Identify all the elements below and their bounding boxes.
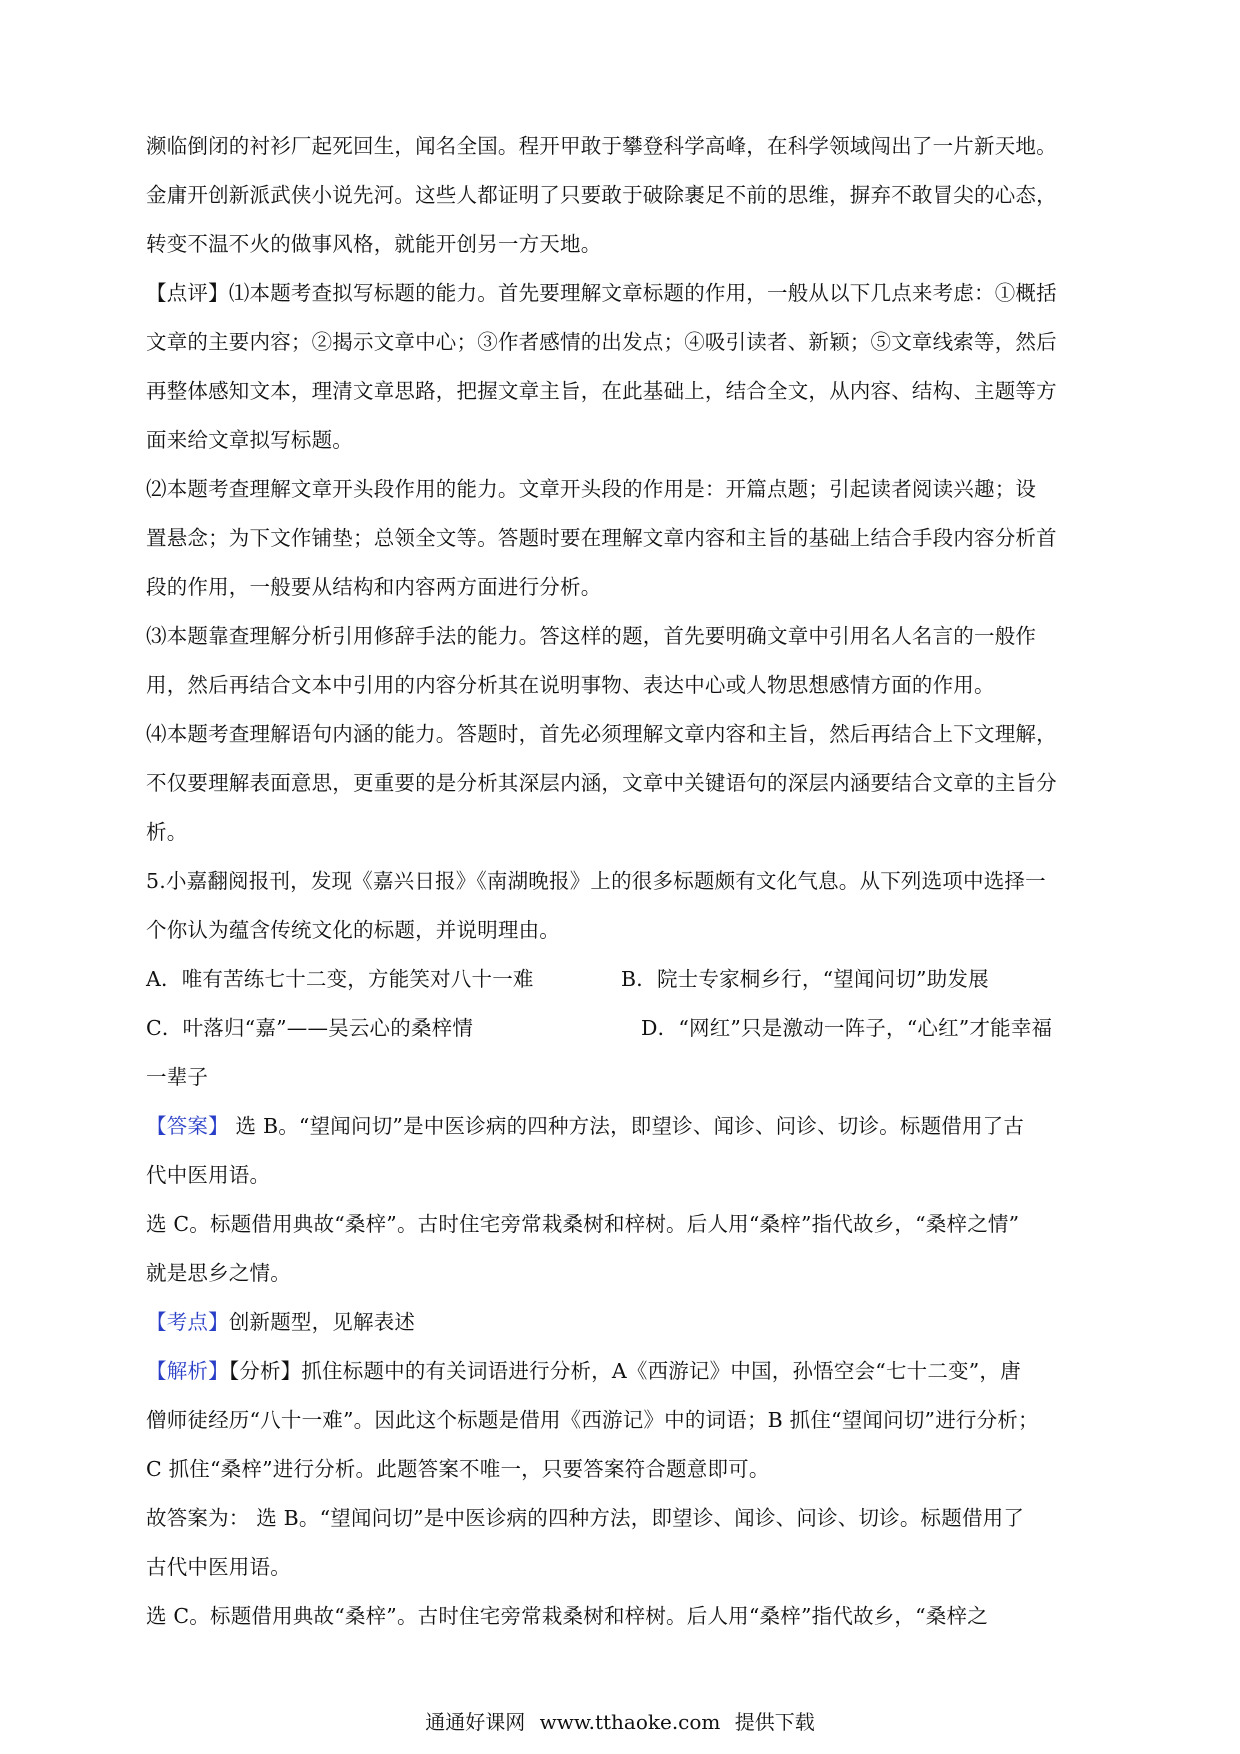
answer-text: 选 B。“望闻问切”是中医诊病的四种方法，即望诊、闻诊、问诊、切诊。标题借用了古 bbox=[228, 1114, 1025, 1138]
review-line: ⑷本题考查理解语句内涵的能力。答题时，首先必须理解文章内容和主旨，然后再结合上下文理解， bbox=[146, 722, 1057, 746]
analysis-line bbox=[146, 1347, 1106, 1396]
text-line: 金庸开创新派武侠小说先河。这些人都证明了只要敢于破除裹足不前的思维，摒弃不敢冒尖的心态， bbox=[146, 183, 1057, 207]
question-stem: 个你认为蕴含传统文化的标题，并说明理由。 bbox=[146, 918, 560, 942]
text-line: 转变不温不火的做事风格，就能开创另一方天地。 bbox=[146, 232, 602, 256]
text-line: 濒临倒闭的衬衫厂起死回生，闻名全国。程开甲敢于攀登科学高峰，在科学领域闯出了一片新天地。 bbox=[146, 134, 1057, 158]
footer-site-name: 通通好课网 bbox=[425, 1710, 526, 1734]
analysis-line: 古代中医用语。 bbox=[146, 1555, 291, 1579]
review-line: 段的作用，一般要从结构和内容两方面进行分析。 bbox=[146, 575, 602, 599]
question-stem: 5.小嘉翻阅报刊，发现《嘉兴日报》《南湖晚报》上的很多标题颇有文化气息。从下列选项中选择一 bbox=[146, 869, 1046, 893]
page-footer bbox=[0, 1706, 1240, 1735]
answer-line: 就是思乡之情。 bbox=[146, 1261, 291, 1285]
answer-line: 选 C。标题借用典故“桑梓”。古时住宅旁常栽桑树和梓树。后人用“桑梓”指代故乡，“桑梓之情” bbox=[146, 1212, 1020, 1236]
footer-url[interactable]: www.tthaoke.com bbox=[539, 1710, 721, 1734]
analysis-line: 僧师徒经历“八十一难”。因此这个标题是借用《西游记》中的词语；B 抓住“望闻问切”进行分析； bbox=[146, 1408, 1039, 1432]
review-line: ⑵本题考查理解文章开头段作用的能力。文章开头段的作用是：开篇点题；引起读者阅读兴趣；设 bbox=[146, 477, 1037, 501]
analysis-line: 故答案为： 选 B。“望闻问切”是中医诊病的四种方法，即望诊、闻诊、问诊、切诊。标题借用了 bbox=[146, 1506, 1025, 1530]
review-tag: 【点评】 bbox=[146, 281, 229, 305]
option-d-continued: 一辈子 bbox=[146, 1065, 209, 1089]
answer-line bbox=[146, 1102, 1106, 1151]
option-d: D．“网红”只是激动一阵子，“心红”才能幸福 bbox=[641, 1016, 1053, 1040]
options-row bbox=[146, 1004, 1106, 1053]
analysis-text: 【分析】抓住标题中的有关词语进行分析，A《西游记》中国，孙悟空会“七十二变”，唐 bbox=[228, 1359, 1021, 1383]
option-c: C．叶落归“嘉”——吴云心的桑梓情 bbox=[146, 1016, 474, 1040]
kaodian-line bbox=[146, 1298, 1106, 1347]
document-page bbox=[146, 122, 1106, 1641]
review-line: 置悬念；为下文作铺垫；总领全文等。答题时要在理解文章内容和主旨的基础上结合手段内容分析首 bbox=[146, 526, 1057, 550]
option-b: B．院士专家桐乡行，“望闻问切”助发展 bbox=[621, 967, 989, 991]
footer-suffix: 提供下载 bbox=[734, 1710, 815, 1734]
option-a: A．唯有苦练七十二变，方能笑对八十一难 bbox=[146, 967, 534, 991]
review-line: 面来给文章拟写标题。 bbox=[146, 428, 353, 452]
kaodian-tag: 【考点】 bbox=[146, 1310, 229, 1334]
analysis-line: C 抓住“桑梓”进行分析。此题答案不唯一，只要答案符合题意即可。 bbox=[146, 1457, 770, 1481]
analysis-line: 选 C。标题借用典故“桑梓”。古时住宅旁常栽桑树和梓树。后人用“桑梓”指代故乡，“桑梓之 bbox=[146, 1604, 988, 1628]
kaodian-text: 创新题型，见解表述 bbox=[228, 1310, 416, 1334]
answer-line: 代中医用语。 bbox=[146, 1163, 271, 1187]
review-line: 用，然后再结合文本中引用的内容分析其在说明事物、表达中心或人物思想感情方面的作用。 bbox=[146, 673, 995, 697]
options-row bbox=[146, 955, 1106, 1004]
review-line bbox=[146, 269, 1106, 318]
review-line: ⑶本题靠查理解分析引用修辞手法的能力。答这样的题，首先要明确文章中引用名人名言的一般作 bbox=[146, 624, 1037, 648]
answer-tag: 【答案】 bbox=[146, 1114, 229, 1138]
analysis-tag: 【解析】 bbox=[146, 1359, 229, 1383]
review-line: 不仅要理解表面意思，更重要的是分析其深层内涵，文章中关键语句的深层内涵要结合文章的主旨分 bbox=[146, 771, 1057, 795]
review-line: 析。 bbox=[146, 820, 188, 844]
review-line: 文章的主要内容；②揭示文章中心；③作者感情的出发点；④吸引读者、新颖；⑤文章线索等，然后 bbox=[146, 330, 1057, 354]
review-line: 再整体感知文本，理清文章思路，把握文章主旨，在此基础上，结合全文，从内容、结构、主题等方 bbox=[146, 379, 1057, 403]
review-text: ⑴本题考查拟写标题的能力。首先要理解文章标题的作用，一般从以下几点来考虑：①概括 bbox=[228, 281, 1057, 305]
